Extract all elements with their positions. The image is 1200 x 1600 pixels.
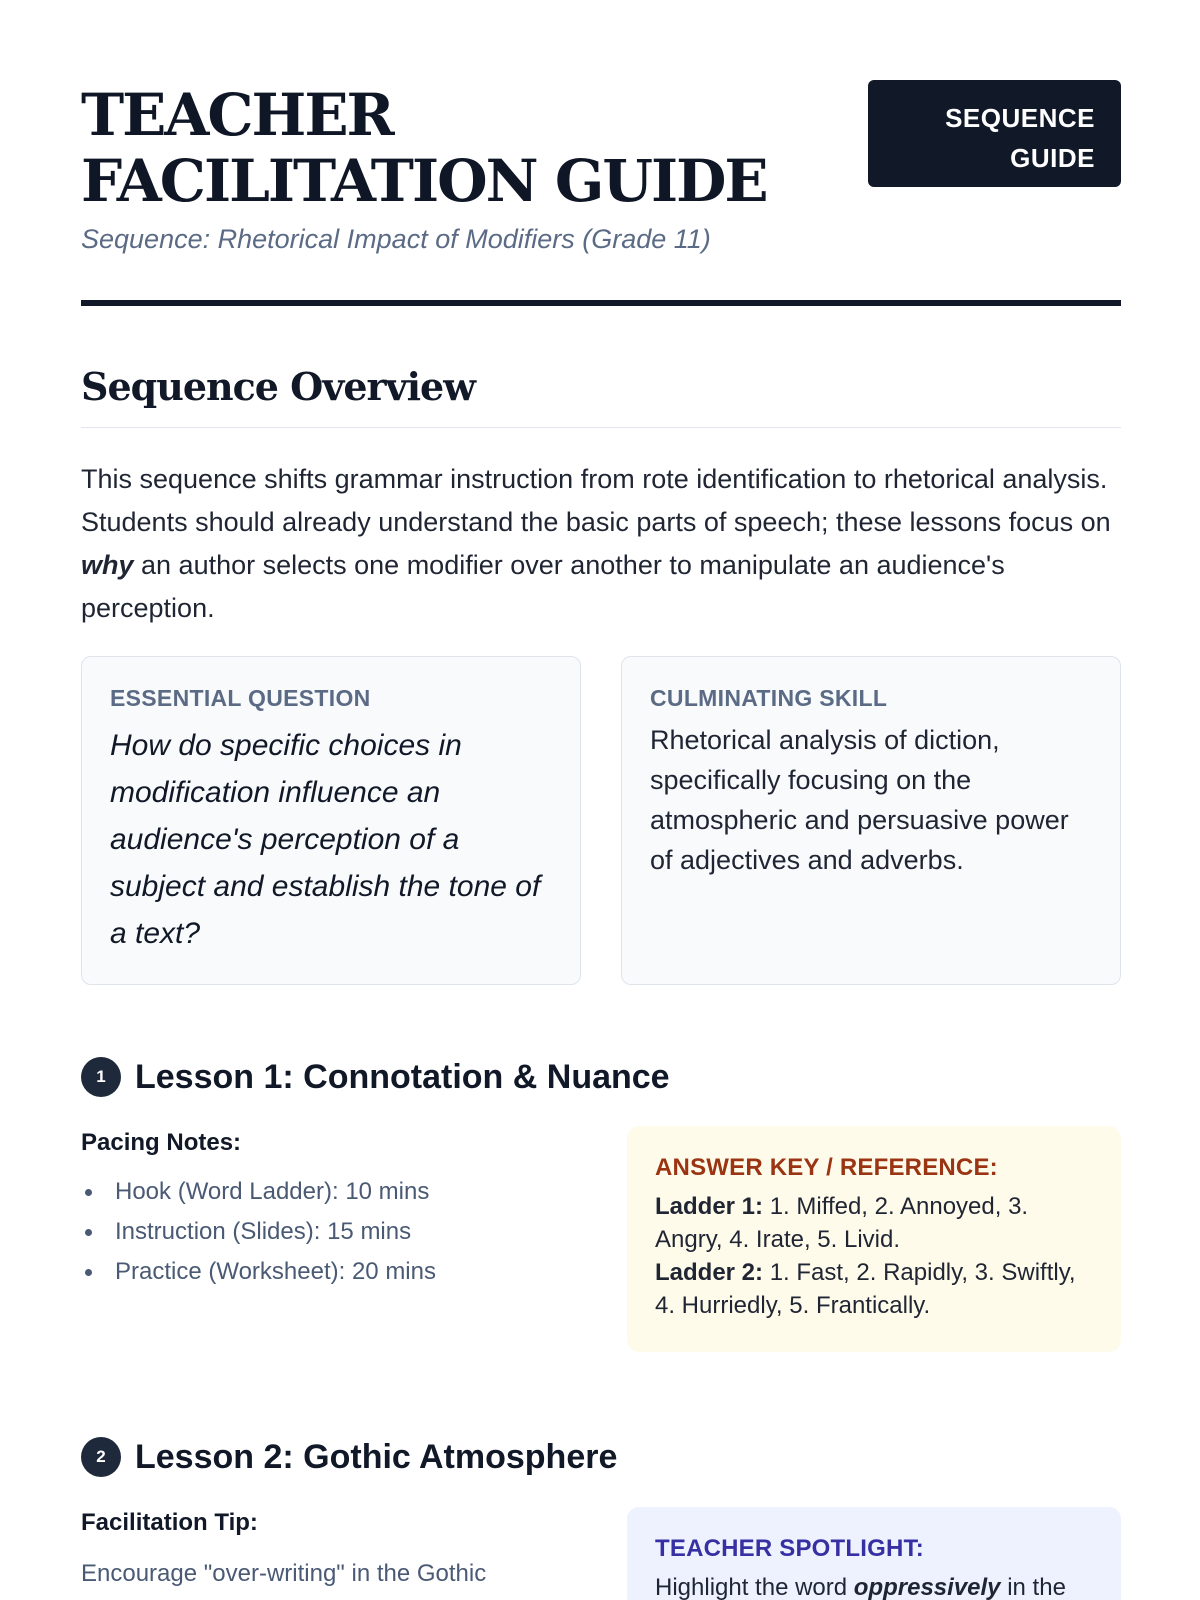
ladder-2-answer	[655, 1256, 1093, 1322]
ladder-1-label: Ladder 1:	[655, 1193, 764, 1220]
facilitation-tip-text: Encourage "over-writing" in the Gothic	[81, 1560, 487, 1587]
page-header	[81, 0, 1121, 308]
header-divider	[81, 300, 1121, 306]
ladder-2-text: 1. Fast, 2. Rapidly, 3. Swiftly, 4. Hurriedly, 5. Frantically.	[655, 1259, 1076, 1319]
page-subtitle: Sequence: Rhetorical Impact of Modifiers (Grade 11)	[81, 224, 711, 254]
pacing-notes-label: Pacing Notes:	[81, 1129, 242, 1156]
lesson-2-heading	[81, 1437, 617, 1477]
lesson-1-number-badge: 1	[81, 1057, 121, 1097]
overview-text-start: This sequence shifts grammar instruction from rote identification to rhetorical analysis. Students should already understand the basic parts of speech; these lessons focus on	[81, 464, 1111, 537]
spotlight-emphasis: oppressively	[853, 1574, 1001, 1600]
overview-text-end: an author selects one modifier over another to manipulate an audience's perception.	[81, 550, 1005, 623]
lesson-1-title: Lesson 1: Connotation & Nuance	[135, 1057, 670, 1096]
list-item: Practice (Worksheet): 20 mins	[115, 1252, 436, 1292]
badge-line-2: GUIDE	[1010, 143, 1095, 173]
ladder-1-answer	[655, 1190, 1093, 1256]
page-title: TEACHER FACILITATION GUIDE	[81, 81, 767, 215]
sequence-guide-badge	[868, 80, 1121, 187]
answer-key-label: ANSWER KEY / REFERENCE:	[655, 1154, 998, 1181]
spotlight-text-start: Highlight the word	[655, 1574, 854, 1600]
lesson-2-title: Lesson 2: Gothic Atmosphere	[135, 1437, 618, 1476]
facilitation-tip-label: Facilitation Tip:	[81, 1509, 258, 1536]
spotlight-text-end: in the	[1000, 1574, 1066, 1600]
badge-line-1: SEQUENCE	[945, 103, 1095, 133]
overview-divider	[81, 427, 1121, 428]
ladder-1-text: 1. Miffed, 2. Annoyed, 3. Angry, 4. Irate, 5. Livid.	[655, 1193, 1029, 1253]
teacher-spotlight-label: TEACHER SPOTLIGHT:	[655, 1535, 924, 1562]
guide-page	[81, 0, 1121, 1600]
lesson-2-number-badge: 2	[81, 1437, 121, 1477]
lesson-1-heading	[81, 1057, 670, 1097]
overview-emphasis: why	[81, 550, 134, 580]
essential-question-text: How do specific choices in modification influence an audience's perception of a subject and establish the tone of a text?	[110, 729, 541, 950]
overview-title: Sequence Overview	[81, 364, 475, 409]
culminating-skill-text: Rhetorical analysis of diction, specifically focusing on the atmospheric and persuasive power of adjectives and adverbs.	[650, 725, 1069, 875]
overview-paragraph	[81, 458, 1121, 630]
answer-key-callout	[627, 1126, 1121, 1352]
teacher-spotlight-callout	[627, 1507, 1121, 1600]
list-item: Instruction (Slides): 15 mins	[115, 1212, 436, 1252]
ladder-2-label: Ladder 2:	[655, 1259, 764, 1286]
culminating-skill-card	[621, 656, 1121, 985]
essential-question-card	[81, 656, 581, 985]
teacher-spotlight-text	[655, 1571, 1093, 1600]
list-item: Hook (Word Ladder): 10 mins	[115, 1172, 436, 1212]
culminating-skill-label: CULMINATING SKILL	[650, 685, 888, 711]
pacing-list	[81, 1172, 436, 1292]
essential-question-label: ESSENTIAL QUESTION	[110, 685, 371, 711]
